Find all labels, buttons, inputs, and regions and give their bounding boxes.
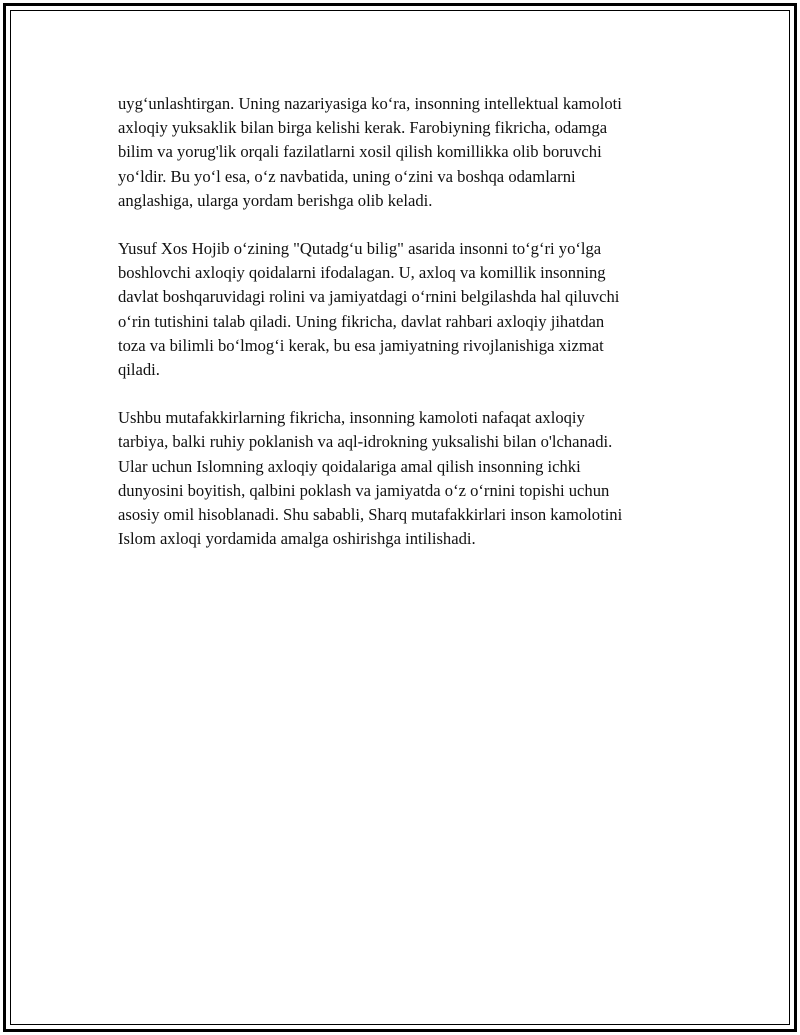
text-line: qiladi. [118, 360, 160, 380]
document-body [118, 92, 688, 575]
text-line: yoʻldir. Bu yoʻl esa, oʻz navbatida, uning oʻzini va boshqa odamlarni [118, 166, 576, 186]
text-line: toza va bilimli boʻlmogʻi kerak, bu esa jamiyatning rivojlanishiga xizmat [118, 335, 604, 355]
text-line: boshlovchi axloqiy qoidalarni ifodalagan. U, axloq va komillik insonning [118, 263, 606, 283]
paragraph-1 [118, 92, 688, 213]
text-line: Yusuf Xos Hojib oʻzining "Qutadgʻu bilig" asarida insonni toʻgʻri yoʻlga [118, 239, 602, 259]
text-line: Islom axloqi yordamida amalga oshirishga intilishadi. [118, 529, 476, 549]
text-line: dunyosini boyitish, qalbini poklash va jamiyatda oʻz oʻrnini topishi uchun [118, 480, 610, 500]
text-line: Ular uchun Islomning axloqiy qoidalariga amal qilish insonning ichki [118, 456, 581, 476]
text-line: oʻrin tutishini talab qiladi. Uning fikricha, davlat rahbari axloqiy jihatdan [118, 311, 605, 331]
paragraph-2 [118, 237, 688, 382]
text-line: anglashiga, ularga yordam berishga olib keladi. [118, 190, 433, 210]
text-line: asosiy omil hisoblanadi. Shu sababli, Sharq mutafakkirlari inson kamolotini [118, 505, 623, 525]
text-line: bilim va yorug'lik orqali fazilatlarni xosil qilish komillikka olib boruvchi [118, 142, 602, 162]
text-line: tarbiya, balki ruhiy poklanish va aql-idrokning yuksalishi bilan o'lchanadi. [118, 432, 613, 452]
text-line: davlat boshqaruvidagi rolini va jamiyatdagi oʻrnini belgilashda hal qiluvchi [118, 287, 620, 307]
paragraph-3 [118, 406, 688, 551]
text-line: Ushbu mutafakkirlarning fikricha, insonning kamoloti nafaqat axloqiy [118, 408, 585, 428]
text-line: uygʻunlashtirgan. Uning nazariyasiga koʻra, insonning intellektual kamoloti [118, 94, 622, 113]
text-line: axloqiy yuksaklik bilan birga kelishi kerak. Farobiyning fikricha, odamga [118, 118, 608, 138]
